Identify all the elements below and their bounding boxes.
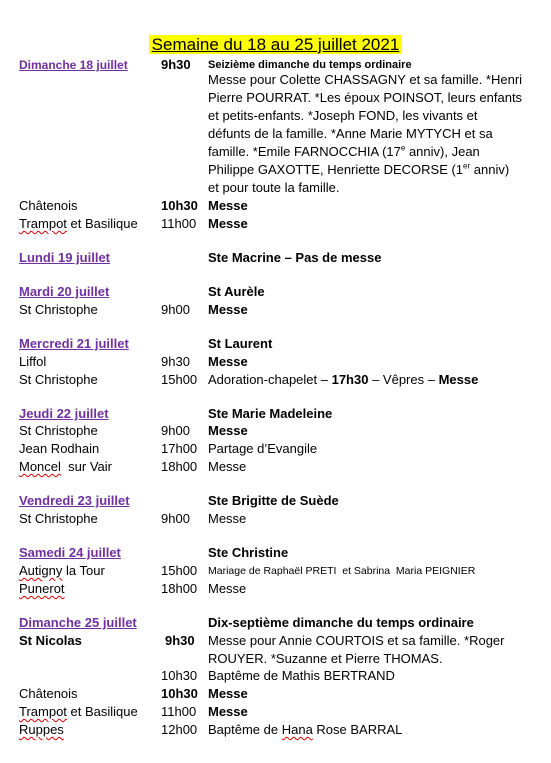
schedule-row (0, 510, 551, 528)
schedule-row (0, 562, 551, 580)
event: Messe (208, 423, 248, 438)
time: 15h00 (161, 372, 198, 387)
time: 10h30 (161, 198, 198, 213)
time: 10h30 (161, 668, 198, 683)
time: 15h00 (161, 563, 198, 578)
event: Messe (208, 198, 248, 213)
time: 17h00 (161, 441, 198, 456)
schedule-row (0, 422, 551, 440)
place: Punerot (19, 581, 65, 596)
event: Mariage de Raphaël PRETI et Sabrina Maria PEIGNIER (208, 565, 476, 577)
place: Châtenois (19, 686, 78, 701)
saint-name: St Aurèle (208, 284, 265, 299)
event: Baptême de Hana Rose BARRAL (208, 722, 403, 737)
saint-name: Ste Marie Madeleine (208, 406, 333, 421)
day-heading: Jeudi 22 juillet (19, 406, 109, 421)
day-heading: Mercredi 21 juillet (19, 336, 129, 351)
event: Messe (208, 354, 248, 369)
saint-name: Ste Brigitte de Suède (208, 493, 339, 508)
place: St Christophe (19, 423, 98, 438)
time: 18h00 (161, 459, 198, 474)
schedule-row (0, 492, 551, 510)
place: Autigny la Tour (19, 563, 105, 578)
place: Ruppes (19, 722, 64, 737)
time: 10h30 (161, 686, 198, 701)
saint-name: St Laurent (208, 336, 273, 351)
schedule-row (0, 458, 551, 476)
event: Messe (208, 459, 247, 474)
schedule-row (0, 283, 551, 301)
place: St Christophe (19, 302, 98, 317)
saint-name: Ste Christine (208, 545, 289, 560)
schedule-row (0, 703, 551, 721)
time: 9h30 (161, 354, 190, 369)
place: St Christophe (19, 372, 98, 387)
place: Trampot et Basilique (19, 216, 138, 231)
schedule-row (0, 215, 551, 233)
place: Trampot et Basilique (19, 704, 138, 719)
place: Liffol (19, 354, 47, 369)
event: Baptême de Mathis BERTRAND (208, 668, 395, 683)
day-heading: Dimanche 18 juillet (19, 58, 128, 72)
day-heading: Dimanche 25 juillet (19, 615, 137, 630)
schedule-row (0, 440, 551, 458)
time: 9h00 (161, 511, 190, 526)
schedule-row (0, 721, 551, 739)
event: Messe (208, 302, 248, 317)
schedule-row (0, 544, 551, 562)
schedule-row (0, 405, 551, 423)
time: 9h30 (161, 57, 191, 72)
schedule-row (0, 685, 551, 703)
schedule-row (0, 353, 551, 371)
place: Châtenois (19, 198, 78, 213)
place: Moncel sur Vair (19, 459, 112, 474)
mass-intentions: Messe pour Colette CHASSAGNY et sa famille. *Henri Pierre POURRAT. *Les époux POINSOT, leurs enfants et petits-enfants. *Joseph FOND, les vivants et défunts de la famille. *Anne Marie MYTYCH et sa famille. *Emile FARNOCCHIA (17e anniv), Jean Philippe GAXOTTE, Henriette DECORSE (1er anniv) et pour toute la famille. (208, 72, 523, 195)
day-heading: Lundi 19 juillet (19, 250, 111, 265)
saint-name: Ste Macrine – Pas de messe (208, 250, 382, 265)
event: Messe (208, 216, 248, 231)
schedule-row (0, 249, 551, 267)
schedule-row (0, 614, 551, 632)
place: St Nicolas (19, 633, 82, 648)
schedule-row (0, 667, 551, 685)
time: 9h30 (165, 633, 195, 648)
day-heading: Vendredi 23 juillet (19, 493, 130, 508)
place: Jean Rodhain (19, 441, 100, 456)
time: 18h00 (161, 581, 198, 596)
time: 11h00 (161, 216, 197, 231)
liturgical-heading: Dix-septième dimanche du temps ordinaire (208, 615, 474, 630)
schedule-row (0, 580, 551, 598)
event: Messe (208, 511, 247, 526)
time: 11h00 (161, 704, 197, 719)
event: Messe (208, 704, 248, 719)
event: Messe (208, 686, 248, 701)
place: St Christophe (19, 511, 98, 526)
time: 9h00 (161, 302, 190, 317)
day-heading: Samedi 24 juillet (19, 545, 121, 560)
time: 12h00 (161, 722, 198, 737)
schedule-row (0, 197, 551, 215)
event: Adoration-chapelet – 17h30 – Vêpres – Messe (208, 372, 479, 387)
schedule-row (0, 301, 551, 319)
page-title: Semaine du 18 au 25 juillet 2021 (149, 35, 403, 54)
liturgical-heading: Seizième dimanche du temps ordinaire (208, 59, 412, 71)
schedule-row (0, 335, 551, 353)
day-heading: Mardi 20 juillet (19, 284, 110, 299)
mass-intentions: Messe pour Annie COURTOIS et sa famille. *Roger ROUYER. *Suzanne et Pierre THOMAS. (208, 633, 505, 666)
time: 9h00 (161, 423, 190, 438)
schedule-row (0, 371, 551, 389)
event: Messe (208, 581, 247, 596)
event: Partage d’Evangile (208, 441, 318, 456)
